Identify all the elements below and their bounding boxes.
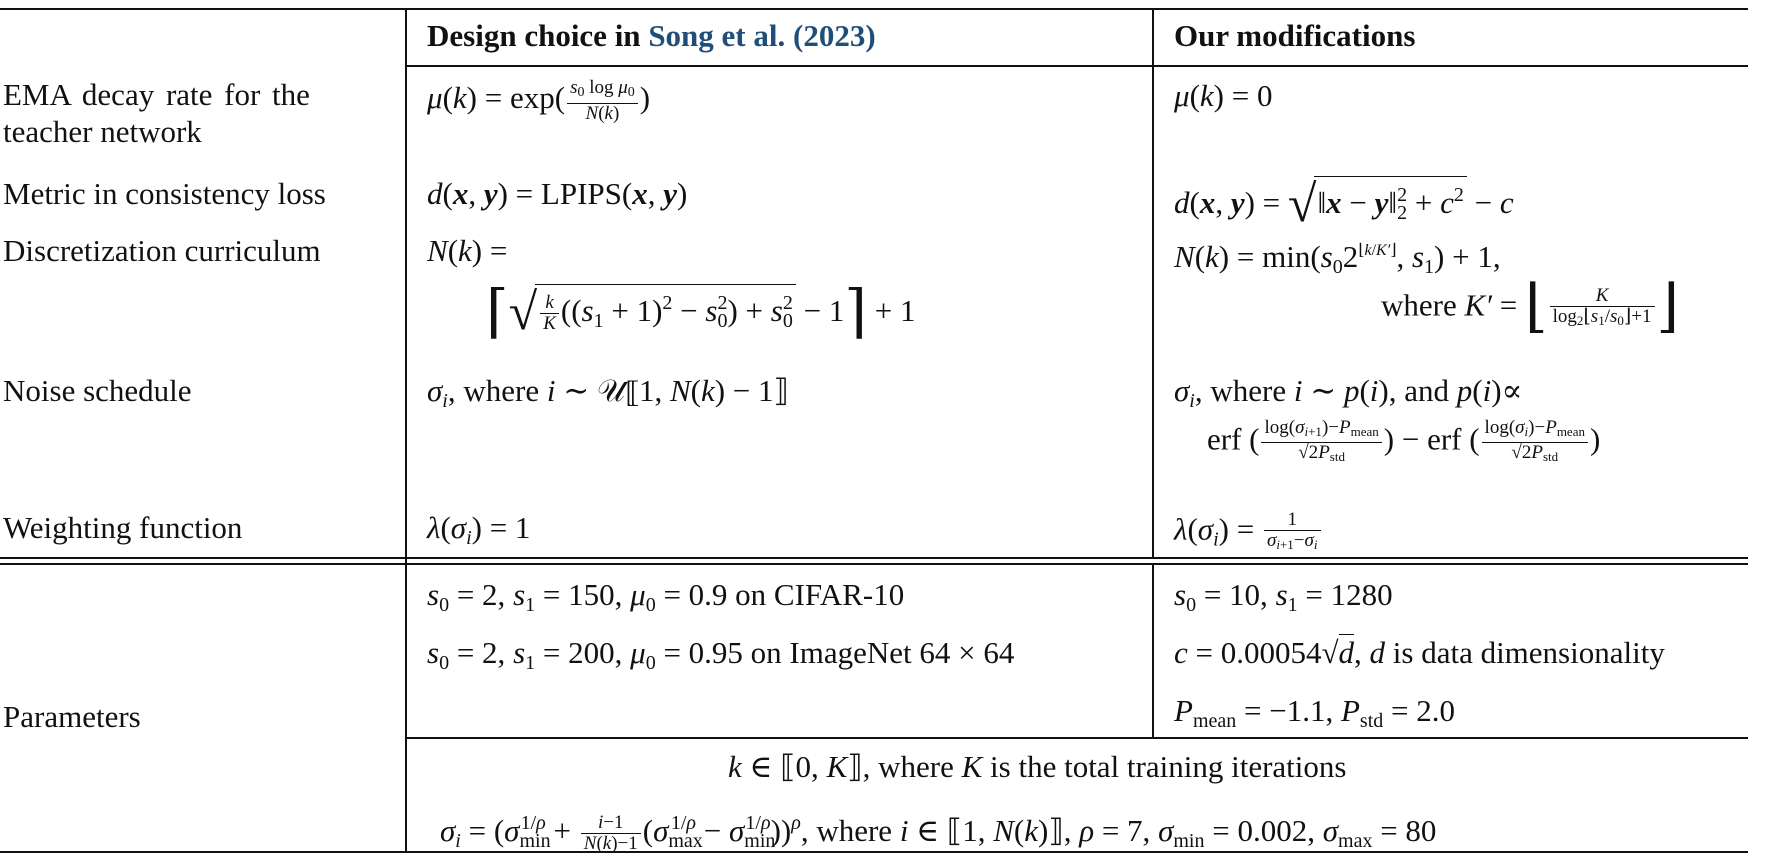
noise-song-formula: $\sigma_i$, where i ∼ 𝒰⟦1, N(k) − 1⟧: [427, 373, 789, 412]
weighting-label: Weighting function: [3, 510, 243, 545]
params-song-line2: $s_0 = 2$, $s_1 = 200$, $\mu_0 = 0.95$ on ImageNet 64 × 64: [427, 635, 1015, 674]
params-song-line1: $s_0 = 2$, $s_1 = 150$, $\mu_0 = 0.9$ on CIFAR-10: [427, 577, 905, 616]
weighting-ours-formula: $\lambda(\sigma_i)$ = $\frac{1}{\sigma i+1-\sigma i}$: [1174, 510, 1323, 558]
metric-song-formula: d(x, y) = LPIPS(x, y): [427, 176, 688, 211]
discretization-ours-line1: $N(k) = \min(s_02^{⌊k/K'⌋}$, $s_1) + 1$,: [1174, 239, 1501, 278]
ema-label-line1: EMA decay rate for the: [3, 77, 310, 112]
weighting-song-formula: $\lambda(\sigma_i) = 1$: [427, 510, 531, 549]
ema-ours-formula: μ(k) = 0: [1174, 78, 1273, 113]
discretization-ours-line2: where K′ = ⌊ $\frac{K}{\log 2⌊s1/s0⌋+1}$ ⌋: [1381, 273, 1680, 339]
ema-label-line2: teacher network: [3, 114, 202, 149]
metric-ours-formula: d(x, y) = √‖x − $y‖_2^2 + c^2 - c$: [1174, 176, 1514, 233]
discretization-song-line1: N(k) =: [427, 233, 508, 268]
col-rule-2-lower: [1152, 564, 1154, 738]
col-rule-2: [1152, 8, 1154, 557]
double-rule-a: [0, 557, 1748, 559]
noise-ours-line1: $\sigma_i$, where i ∼ p(i), and p(i)∝: [1174, 373, 1523, 412]
params-shared-line2: $\sigma_i = (\sigma_{min}^{1/\rho}$ + $\frac{i-1}{N(k)-1}$ $(\sigma_{max}^{1/\rho} - \sigma_{min}^{1/\rho}))^\rho$, where i ∈ ⟦1, N(k)⟧, ρ = 7, $\sigma_{min} = 0.002$, $\sigma_{max} = 80$: [440, 812, 1437, 855]
top-rule: [0, 8, 1748, 10]
header-rule: [406, 65, 1748, 67]
parameters-label: Parameters: [3, 699, 141, 734]
col-rule-1: [405, 8, 407, 853]
ema-song-formula: μ(k) = exp( $\frac{s_0 \log \mu_0}{N(k)}$ ): [427, 77, 651, 124]
params-ours-line2: c = 0.00054√d, d is data dimensionality: [1174, 635, 1665, 670]
double-rule-b: [0, 563, 1748, 565]
discretization-label: Discretization curriculum: [3, 233, 321, 268]
header-song: [427, 18, 876, 54]
discretization-song-line2: ⌈√ $\frac{k}{K}$ $((s_1 + 1)^2 - s_0^2) + s_0^2$ − 1⌉ + 1: [486, 279, 916, 344]
params-ours-line1: $s_0 = 10$, $s_1 = 1280$: [1174, 577, 1393, 616]
params-ours-line3: $P_{mean} = -1.1$, $P_{std} = 2.0$: [1174, 693, 1455, 732]
params-shared-line1: k ∈ ⟦0, K⟧, where K is the total training iterations: [728, 749, 1347, 784]
header-song-prefix: Design choice in: [427, 18, 649, 53]
noise-label: Noise schedule: [3, 373, 192, 408]
noise-ours-line2: erf ( $\frac{\text{log(σi+1)−Pmean}}{\text{√2Pstd}}$ ) − erf ( $\frac{\text{log(σi)−Pmean}}{\text{√2Pstd}}$ ): [1207, 417, 1601, 464]
song-citation-link[interactable]: Song et al. (2023): [648, 18, 876, 53]
header-ours: Our modifications: [1174, 18, 1416, 53]
metric-label: Metric in consistency loss: [3, 176, 326, 211]
params-inner-rule: [406, 737, 1748, 739]
